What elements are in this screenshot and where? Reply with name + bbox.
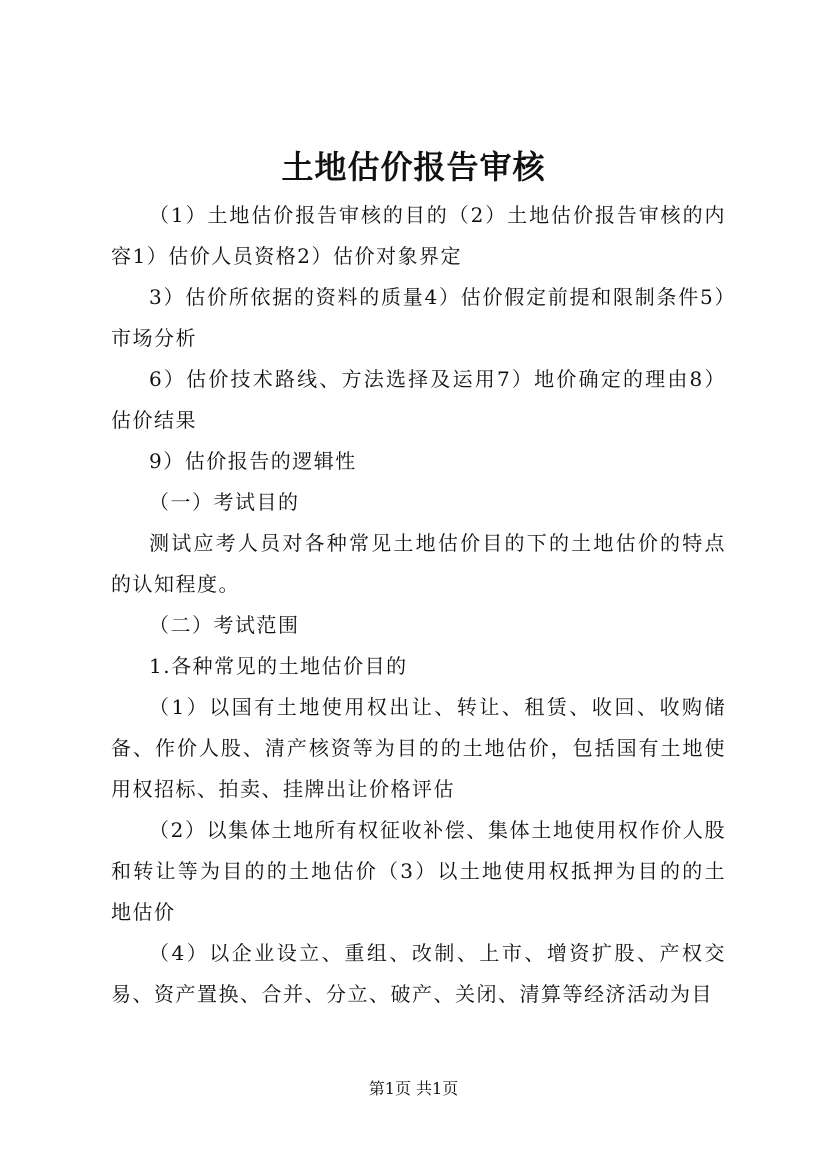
section-heading: （二）考试范围: [149, 613, 300, 637]
paragraph: 9）估价报告的逻辑性: [149, 449, 357, 473]
paragraph: 6）估价技术路线、方法选择及运用7）地价确定的理由8）估价结果: [111, 367, 726, 432]
document-title: 土地估价报告审核: [281, 148, 546, 186]
document-body: [111, 195, 726, 1015]
section-heading: （一）考试目的: [149, 490, 300, 514]
paragraph: （2）以集体土地所有权征收补偿、集体土地使用权作价人股和转让等为目的的土地估价（3）以土地使用权抵押为目的的土地估价: [111, 818, 726, 924]
list-heading: 1.各种常见的土地估价目的: [149, 654, 408, 678]
paragraph: 测试应考人员对各种常见土地估价目的下的土地估价的特点的认知程度。: [111, 531, 726, 596]
page-footer: 第1页 共1页: [368, 1079, 459, 1098]
paragraph: （1）以国有土地使用权出让、转让、租赁、收回、收购储备、作价人股、清产核资等为目的的土地估价，包括国有土地使用权招标、拍卖、挂牌出让价格评估: [111, 695, 726, 801]
paragraph: （1）土地估价报告审核的目的（2）土地估价报告审核的内容1）估价人员资格2）估价对象界定: [111, 203, 726, 268]
paragraph: （4）以企业设立、重组、改制、上市、增资扩股、产权交易、资产置换、合并、分立、破产、关闭、清算等经济活动为目: [111, 941, 726, 1006]
paragraph: 3）估价所依据的资料的质量4）估价假定前提和限制条件5）市场分析: [111, 285, 726, 350]
